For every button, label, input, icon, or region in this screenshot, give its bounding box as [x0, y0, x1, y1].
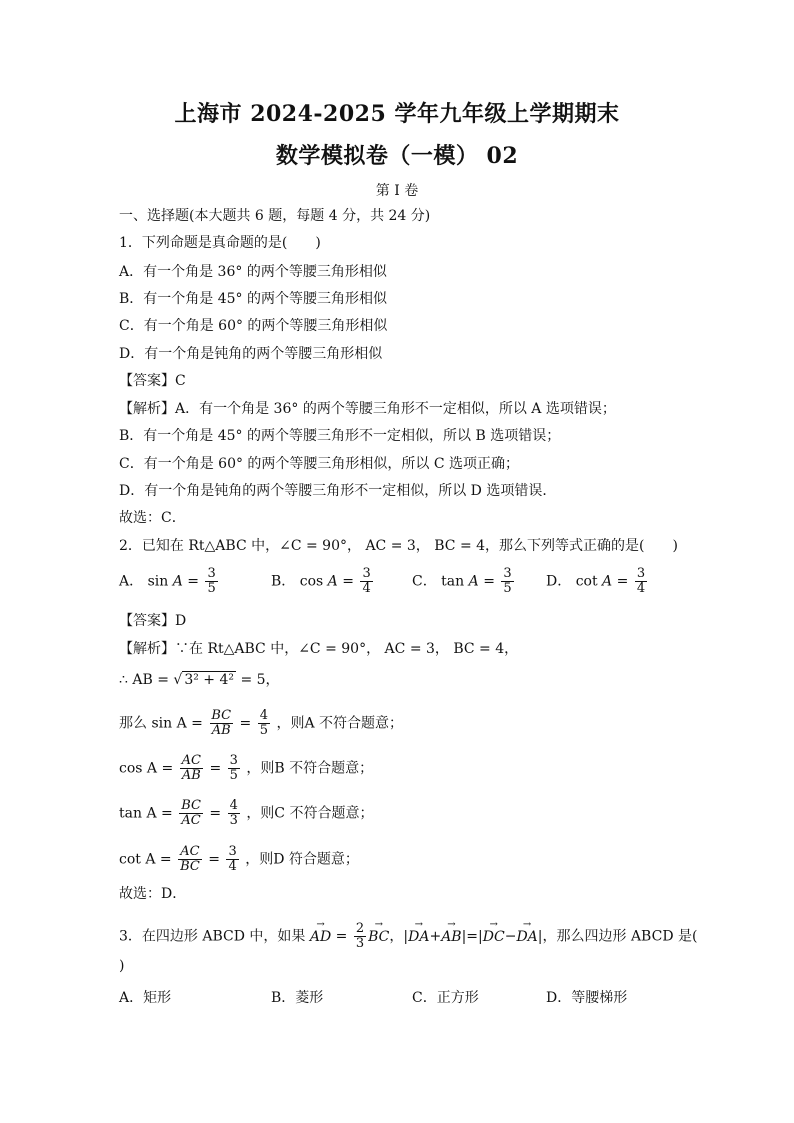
- q3-vector-ad: → AD: [310, 928, 331, 946]
- q3-vector-ab: → AB: [441, 928, 461, 946]
- q2-sin-value: [258, 709, 270, 738]
- q2-answer: 【答案】D: [119, 613, 187, 629]
- q2-option-a-fraction: [205, 567, 217, 596]
- q3-stem: 3．在四边形 ABCD 中，如果 → AD = $\frac{2}{3}$ → BC，|→ DA+→ AB|=|→ DC−→ DA|，那么四边形 ABCD 是(: [119, 922, 697, 951]
- q3-fraction-num: 2: [355, 921, 365, 936]
- q2-tan-value-den: 3: [229, 813, 238, 828]
- q2-cos-ratio-num: AC: [181, 753, 201, 768]
- q2-option-b-fraction: [360, 567, 372, 596]
- q2-tan-value-num: 4: [229, 798, 238, 813]
- q3-eq: =: [335, 928, 348, 945]
- q2-option-c: [412, 567, 516, 596]
- q2-option-c-fn: tan: [441, 573, 465, 590]
- q3-vector-da-2: → DA: [516, 928, 537, 946]
- q2-option-c-num: 3: [503, 566, 512, 581]
- q2-option-c-eq: =: [483, 573, 495, 590]
- q2-cos-ratio-den: AB: [181, 768, 201, 783]
- q1-analysis-b: B．有一个角是 45° 的两个等腰三角形不一定相似，所以 B 选项错误；: [119, 428, 561, 444]
- q3-vector-bc: → BC: [368, 928, 389, 946]
- title-line-1: 上海市 2024-2025 学年九年级上学期期末: [174, 101, 620, 127]
- q1-option-d: D．有一个角是钝角的两个等腰三角形相似: [119, 346, 383, 362]
- q2-tan-suffix: ，则C 不符合题意；: [246, 805, 374, 822]
- q2-option-d-label: D．: [546, 573, 572, 590]
- q1-option-b: B．有一个角是 45° 的两个等腰三角形相似: [119, 291, 388, 307]
- section-heading: 一、选择题(本大题共 6 题，每题 4 分，共 24 分): [119, 208, 431, 224]
- q2-tan-ratio-den: AC: [181, 813, 201, 828]
- q2-option-b-fn: cos: [299, 573, 324, 590]
- q2-ab-prefix: ∴ AB =: [119, 672, 169, 688]
- q2-cot-value: [226, 845, 238, 874]
- q2-stem: 2．已知在 Rt△ABC 中，∠C = 90°， AC = 3， BC = 4，那么下列等式正确的是( ): [119, 538, 678, 554]
- q2-option-c-label: C．: [412, 573, 437, 590]
- q2-cot-ratio-den: BC: [180, 859, 200, 874]
- q3-vector-dc: → DC: [483, 928, 505, 946]
- q2-option-b-den: 4: [362, 581, 371, 596]
- q3-stem-wrap: ): [119, 958, 125, 974]
- q2-option-d: [546, 567, 649, 596]
- q2-option-a-den: 5: [207, 581, 216, 596]
- q2-option-b-eq: =: [342, 573, 354, 590]
- q2-option-d-var: A: [602, 573, 613, 590]
- q2-sin-prefix: 那么 sin A =: [119, 715, 203, 732]
- q2-cos-line: cos A = $\frac{AC}{AB}$ = $\frac{3}{5}$ ，则B 不符合题意；: [119, 753, 374, 783]
- q1-conclusion: 故选：C．: [119, 510, 186, 526]
- q2-option-a-var: A: [172, 573, 183, 590]
- q2-option-d-num: 3: [636, 566, 646, 581]
- q2-tan-ratio: [179, 799, 203, 828]
- q2-sin-value-num: 4: [259, 708, 268, 723]
- q2-option-a-num: 3: [207, 566, 216, 581]
- q3-option-a: A．矩形: [119, 990, 172, 1006]
- q3-option-c: C．正方形: [412, 990, 479, 1006]
- q2-option-c-var: A: [468, 573, 479, 590]
- q2-cot-prefix: cot A =: [119, 851, 172, 868]
- q2-cos-value-num: 3: [229, 753, 238, 768]
- q2-ab-line: [119, 671, 280, 689]
- q2-option-d-den: 4: [636, 581, 646, 596]
- q1-analysis-a: 【解析】A．有一个角是 36° 的两个等腰三角形不一定相似，所以 A 选项错误；: [119, 401, 616, 417]
- q3-option-d: D．等腰梯形: [546, 990, 628, 1006]
- q2-sin-ratio-den: AB: [211, 723, 231, 738]
- q1-analysis-c: C．有一个角是 60° 的两个等腰三角形相似，所以 C 选项正确；: [119, 456, 520, 472]
- q2-option-a-label: A．: [119, 573, 144, 590]
- q2-cos-ratio: [180, 754, 203, 783]
- q2-cos-value-den: 5: [229, 768, 238, 783]
- q2-cot-suffix: ，则D 符合题意；: [245, 851, 359, 868]
- q1-analysis-d: D．有一个角是钝角的两个等腰三角形不一定相似，所以 D 选项错误．: [119, 483, 557, 499]
- q3-vector-da-1: → DA: [408, 928, 429, 946]
- title-line-2: 数学模拟卷（一模） 02: [275, 143, 519, 169]
- q2-analysis-intro: 【解析】∵在 Rt△ABC 中，∠C = 90°， AC = 3， BC = 4，: [119, 641, 519, 657]
- q2-cot-value-den: 4: [228, 859, 237, 874]
- q3-fraction: [354, 922, 366, 951]
- q2-sin-ratio: [209, 709, 233, 738]
- q2-cos-suffix: ，则B 不符合题意；: [246, 760, 374, 777]
- volume-label: 第 I 卷: [375, 183, 419, 199]
- q2-cot-line: cot A = $\frac{AC}{BC}$ = $\frac{3}{4}$ ，则D 符合题意；: [119, 844, 359, 874]
- q2-cos-prefix: cos A =: [119, 760, 174, 777]
- q2-option-c-fraction: [501, 567, 513, 596]
- q2-option-b-num: 3: [362, 566, 371, 581]
- q2-option-c-den: 5: [503, 581, 512, 596]
- q2-option-b-var: A: [327, 573, 338, 590]
- q3-fraction-den: 3: [355, 936, 365, 951]
- q2-sin-line: 那么 sin A = $\frac{BC}{AB}$ = $\frac{4}{5}$ ，则A 不符合题意；: [119, 708, 404, 738]
- q1-option-a: A．有一个角是 36° 的两个等腰三角形相似: [119, 264, 387, 280]
- q1-answer: 【答案】C: [119, 373, 186, 389]
- q2-cos-value: [228, 754, 240, 783]
- q2-sqrt: √ 3² + 4²: [173, 672, 234, 688]
- q1-stem: 1．下列命题是真命题的是( ): [119, 235, 321, 251]
- q1-option-c: C．有一个角是 60° 的两个等腰三角形相似: [119, 318, 388, 334]
- q2-option-a-eq: =: [187, 573, 200, 590]
- q2-option-a-fn: sin: [147, 573, 169, 590]
- q2-option-b-label: B．: [271, 573, 296, 590]
- q2-sqrt-radicand: 3² + 4²: [184, 672, 234, 688]
- q2-tan-value: [228, 799, 240, 828]
- q2-cot-ratio: [178, 845, 202, 874]
- q2-tan-prefix: tan A =: [119, 805, 173, 822]
- q2-option-d-fraction: [635, 567, 647, 596]
- q2-cot-value-num: 3: [228, 844, 237, 859]
- q2-option-d-fn: cot: [575, 573, 598, 590]
- q2-option-a: [119, 567, 220, 596]
- q2-tan-line: tan A = $\frac{BC}{AC}$ = $\frac{4}{3}$ ，则C 不符合题意；: [119, 798, 374, 828]
- q3-stem-post: ，那么四边形 ABCD 是(: [542, 928, 698, 945]
- q3-option-b: B．菱形: [271, 990, 324, 1006]
- q2-conclusion: 故选：D．: [119, 886, 187, 902]
- q2-tan-ratio-num: BC: [181, 798, 201, 813]
- q2-ab-result: = 5，: [240, 672, 280, 688]
- q3-stem-pre: 3．在四边形 ABCD 中，如果: [119, 928, 306, 945]
- q2-cot-ratio-num: AC: [180, 844, 200, 859]
- q2-sin-value-den: 5: [259, 723, 268, 738]
- q2-sin-suffix: ，则A 不符合题意；: [276, 715, 404, 732]
- q2-option-d-eq: =: [616, 573, 629, 590]
- q2-option-b: [271, 567, 375, 596]
- q2-sin-ratio-num: BC: [211, 708, 232, 723]
